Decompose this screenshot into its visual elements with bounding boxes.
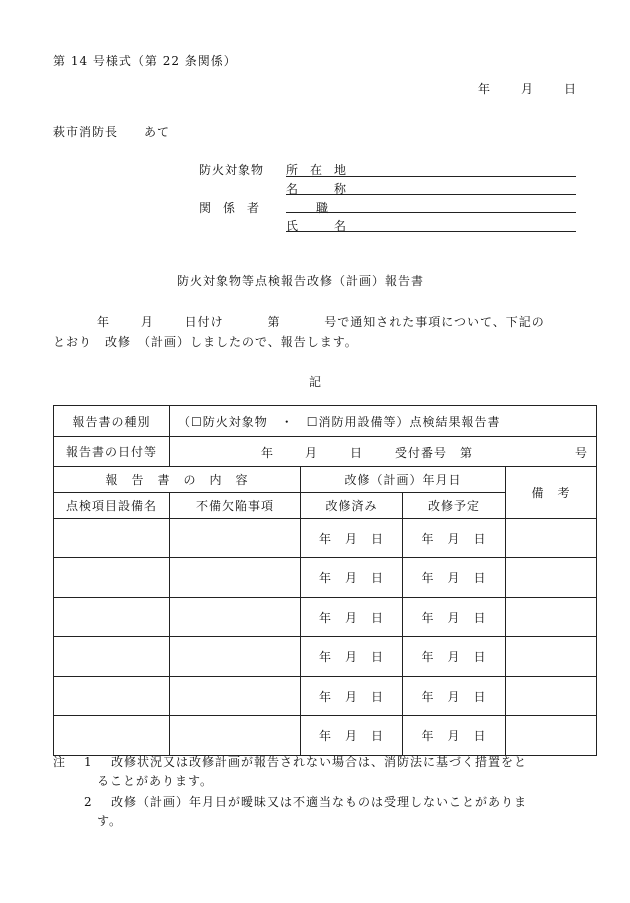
repaired-date-cell[interactable]: 年 月 日 bbox=[301, 598, 403, 637]
body-line-1: 年 月 日付け 第 号で通知された事項について、下記の bbox=[97, 315, 545, 329]
col-repair-planned: 改修予定 bbox=[403, 493, 506, 519]
col-defect: 不備欠陥事項 bbox=[170, 493, 301, 519]
title-line bbox=[286, 212, 576, 213]
report-date-day: 日 bbox=[350, 446, 364, 460]
report-type-row bbox=[54, 406, 597, 437]
planned-date-cell[interactable]: 年 月 日 bbox=[403, 519, 506, 558]
remarks-cell[interactable] bbox=[506, 519, 597, 558]
remarks-cell[interactable] bbox=[506, 598, 597, 637]
defect-cell[interactable] bbox=[170, 716, 301, 756]
addressee: 萩市消防長 あて bbox=[53, 125, 171, 139]
header-row-1 bbox=[54, 467, 597, 493]
repaired-date-cell[interactable]: 年 月 日 bbox=[301, 519, 403, 558]
label-fire-object: 防火対象物 bbox=[199, 163, 265, 177]
report-type-label: 報告書の種別 bbox=[54, 406, 170, 437]
planned-date-cell[interactable]: 年 月 日 bbox=[403, 716, 506, 756]
repair-date-header: 改修（計画）年月日 bbox=[301, 467, 506, 493]
report-date-month: 月 bbox=[305, 446, 319, 460]
label-related-party: 関 係 者 bbox=[199, 201, 260, 215]
repaired-date-cell[interactable]: 年 月 日 bbox=[301, 637, 403, 677]
receipt-number-label: 受付番号 第 bbox=[395, 446, 474, 460]
body-line-2: とおり 改修 （計画）しましたので、報告します。 bbox=[53, 335, 358, 349]
label-location: 所 在 地 bbox=[286, 163, 347, 177]
table-row bbox=[54, 558, 597, 598]
defect-cell[interactable] bbox=[170, 637, 301, 677]
note-1-line-1: 改修状況又は改修計画が報告されない場合は、消防法に基づく措置をと bbox=[111, 755, 528, 769]
inspection-item-cell[interactable] bbox=[54, 637, 170, 677]
label-person-name: 氏 名 bbox=[286, 219, 347, 233]
remarks-cell[interactable] bbox=[506, 677, 597, 716]
repaired-date-cell[interactable]: 年 月 日 bbox=[301, 716, 403, 756]
inspection-item-cell[interactable] bbox=[54, 716, 170, 756]
repaired-date-cell[interactable]: 年 月 日 bbox=[301, 677, 403, 716]
note-2-number: 2 bbox=[84, 795, 93, 809]
defect-cell[interactable] bbox=[170, 598, 301, 637]
label-name: 名 称 bbox=[286, 182, 347, 196]
table-row bbox=[54, 677, 597, 716]
table-row bbox=[54, 637, 597, 677]
report-date-year: 年 bbox=[261, 446, 275, 460]
document-title: 防火対象物等点検報告改修（計画）報告書 bbox=[177, 274, 425, 288]
notes-label: 注 bbox=[53, 755, 67, 769]
receipt-number-suffix: 号 bbox=[575, 446, 589, 460]
defect-cell[interactable] bbox=[170, 558, 301, 598]
report-date-label: 報告書の日付等 bbox=[54, 437, 170, 467]
content-header: 報 告 書 の 内 容 bbox=[54, 467, 301, 493]
planned-date-cell[interactable]: 年 月 日 bbox=[403, 558, 506, 598]
col-repaired: 改修済み bbox=[301, 493, 403, 519]
remarks-cell[interactable] bbox=[506, 637, 597, 677]
label-title: 職 bbox=[316, 201, 329, 215]
person-name-line bbox=[286, 231, 576, 232]
date-year: 年 bbox=[478, 82, 491, 96]
form-number: 第 14 号様式（第 22 条関係） bbox=[53, 54, 237, 68]
defect-cell[interactable] bbox=[170, 677, 301, 716]
name-line bbox=[286, 194, 576, 195]
note-2-line-1: 改修（計画）年月日が曖昧又は不適当なものは受理しないことがありま bbox=[111, 795, 528, 809]
report-date-value bbox=[170, 437, 597, 467]
inspection-item-cell[interactable] bbox=[54, 519, 170, 558]
note-2-line-2: す。 bbox=[97, 814, 123, 828]
date-month: 月 bbox=[521, 82, 534, 96]
remarks-cell[interactable] bbox=[506, 558, 597, 598]
table-row bbox=[54, 716, 597, 756]
inspection-item-cell[interactable] bbox=[54, 598, 170, 637]
report-date-row bbox=[54, 437, 597, 467]
ki-heading: 記 bbox=[309, 375, 322, 389]
inspection-item-cell[interactable] bbox=[54, 558, 170, 598]
location-line bbox=[286, 176, 576, 177]
planned-date-cell[interactable]: 年 月 日 bbox=[403, 637, 506, 677]
note-1-line-2: ることがあります。 bbox=[97, 774, 214, 788]
remarks-cell[interactable] bbox=[506, 716, 597, 756]
note-1-number: 1 bbox=[84, 755, 93, 769]
report-type-value: （☐防火対象物 ・ ☐消防用設備等）点検結果報告書 bbox=[170, 406, 597, 437]
planned-date-cell[interactable]: 年 月 日 bbox=[403, 677, 506, 716]
inspection-item-cell[interactable] bbox=[54, 677, 170, 716]
repaired-date-cell[interactable]: 年 月 日 bbox=[301, 558, 403, 598]
defect-cell[interactable] bbox=[170, 519, 301, 558]
table-row bbox=[54, 519, 597, 558]
table-row bbox=[54, 598, 597, 637]
col-inspection-item: 点検項目設備名 bbox=[54, 493, 170, 519]
report-table bbox=[53, 405, 597, 756]
planned-date-cell[interactable]: 年 月 日 bbox=[403, 598, 506, 637]
remarks-header: 備 考 bbox=[506, 467, 597, 519]
date-day: 日 bbox=[564, 82, 577, 96]
